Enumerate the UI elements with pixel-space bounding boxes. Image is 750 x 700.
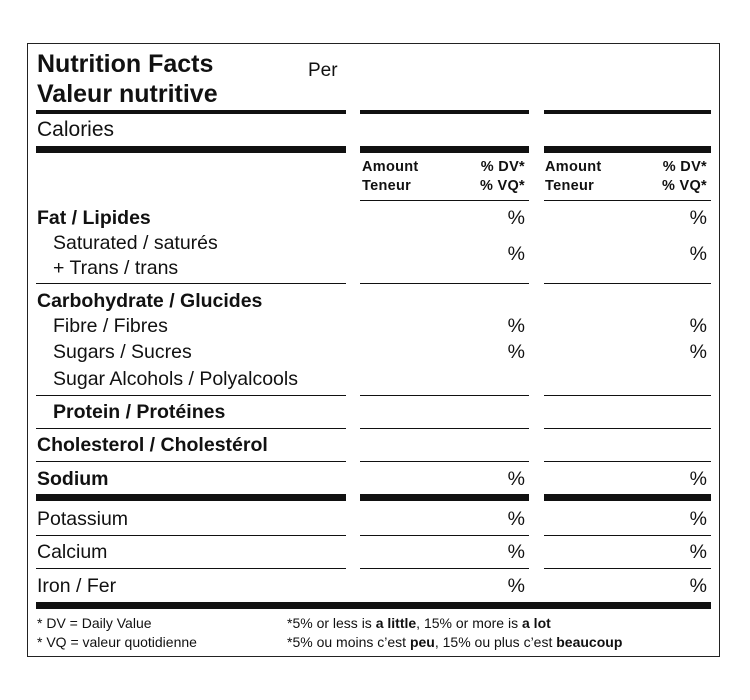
sodium-dv-col2: % [689,468,707,490]
col2-amount-fr: Teneur [545,178,595,194]
cholesterol-rule-3 [544,461,711,462]
fat-label: Fat / Lipides [37,207,151,229]
footnote-scale-english: *5% or less is a little, 15% or more is a lot [287,615,551,631]
title-english: Nutrition Facts [37,50,214,78]
trans-label: + Trans / trans [53,257,179,279]
cholesterol-label: Cholesterol / Cholestérol [37,434,268,456]
title-rule-2 [360,110,529,114]
protein-rule-3 [544,428,711,429]
iron-dv-col1: % [507,575,525,597]
fat-dv-col2: % [689,207,707,229]
sodium-rule-3 [544,494,711,501]
fat-dv-col1: % [507,207,525,229]
col2-amount-en: Amount [545,159,602,175]
iron-label: Iron / Fer [37,575,117,597]
iron-dv-col2: % [689,575,707,597]
calcium-dv-col2: % [689,541,707,563]
sodium-rule-2 [360,494,529,501]
calories-label: Calories [37,118,115,141]
carb-rule-2 [360,395,529,396]
col1-vq: % VQ* [479,178,525,194]
header-rule-2 [360,200,529,201]
carb-rule-1 [36,395,346,396]
calcium-rule-3 [544,568,711,569]
footnote-dv: * DV = Daily Value [37,615,152,631]
title-french: Valeur nutritive [37,80,218,108]
calories-rule-3 [544,146,711,153]
calcium-rule-2 [360,568,529,569]
saturated-label: Saturated / saturés [53,232,218,254]
calcium-rule-1 [36,568,346,569]
saturated-trans-dv-col1: % [507,243,525,265]
carb-rule-3 [544,395,711,396]
title-rule-1 [36,110,346,114]
potassium-dv-col1: % [507,508,525,530]
sugar-alcohols-label: Sugar Alcohols / Polyalcools [53,368,298,390]
sugars-dv-col1: % [507,341,525,363]
protein-rule-2 [360,428,529,429]
col2-dv: % DV* [662,159,707,175]
protein-rule-1 [36,428,346,429]
potassium-rule-2 [360,535,529,536]
fat-rule-3 [544,283,711,284]
col1-dv: % DV* [480,159,525,175]
sugars-label: Sugars / Sucres [53,341,192,363]
title-rule-3 [544,110,711,114]
cholesterol-rule-2 [360,461,529,462]
header-rule-3 [544,200,711,201]
col1-amount-fr: Teneur [362,178,412,194]
fat-rule-1 [36,283,346,284]
footnote-a-little: a little [375,615,417,631]
sugars-dv-col2: % [689,341,707,363]
fibre-dv-col1: % [507,315,525,337]
sodium-rule-1 [36,494,346,501]
calcium-label: Calcium [37,541,108,563]
footnote-a-lot: a lot [522,615,551,631]
potassium-label: Potassium [37,508,129,530]
fat-rule-2 [360,283,529,284]
footnote-rule [36,602,711,609]
sodium-dv-col1: % [507,468,525,490]
calories-rule-1 [36,146,346,153]
potassium-dv-col2: % [689,508,707,530]
sodium-label: Sodium [37,468,109,490]
saturated-trans-dv-col2: % [689,243,707,265]
fibre-label: Fibre / Fibres [53,315,168,337]
col1-amount-en: Amount [362,159,419,175]
potassium-rule-3 [544,535,711,536]
protein-label: Protein / Protéines [53,401,226,423]
calcium-dv-col1: % [507,541,525,563]
potassium-rule-1 [36,535,346,536]
footnote-peu: peu [409,634,435,650]
footnote-vq: * VQ = valeur quotidienne [37,634,197,650]
per-label: Per [308,60,338,81]
col2-vq: % VQ* [661,178,707,194]
footnote-beaucoup: beaucoup [556,634,623,650]
footnote-scale-french: *5% ou moins c’est peu, 15% ou plus c’est beaucoup [287,634,623,650]
fibre-dv-col2: % [689,315,707,337]
calories-rule-2 [360,146,529,153]
nutrition-facts-panel [27,43,720,657]
cholesterol-rule-1 [36,461,346,462]
carbohydrate-label: Carbohydrate / Glucides [37,290,263,312]
